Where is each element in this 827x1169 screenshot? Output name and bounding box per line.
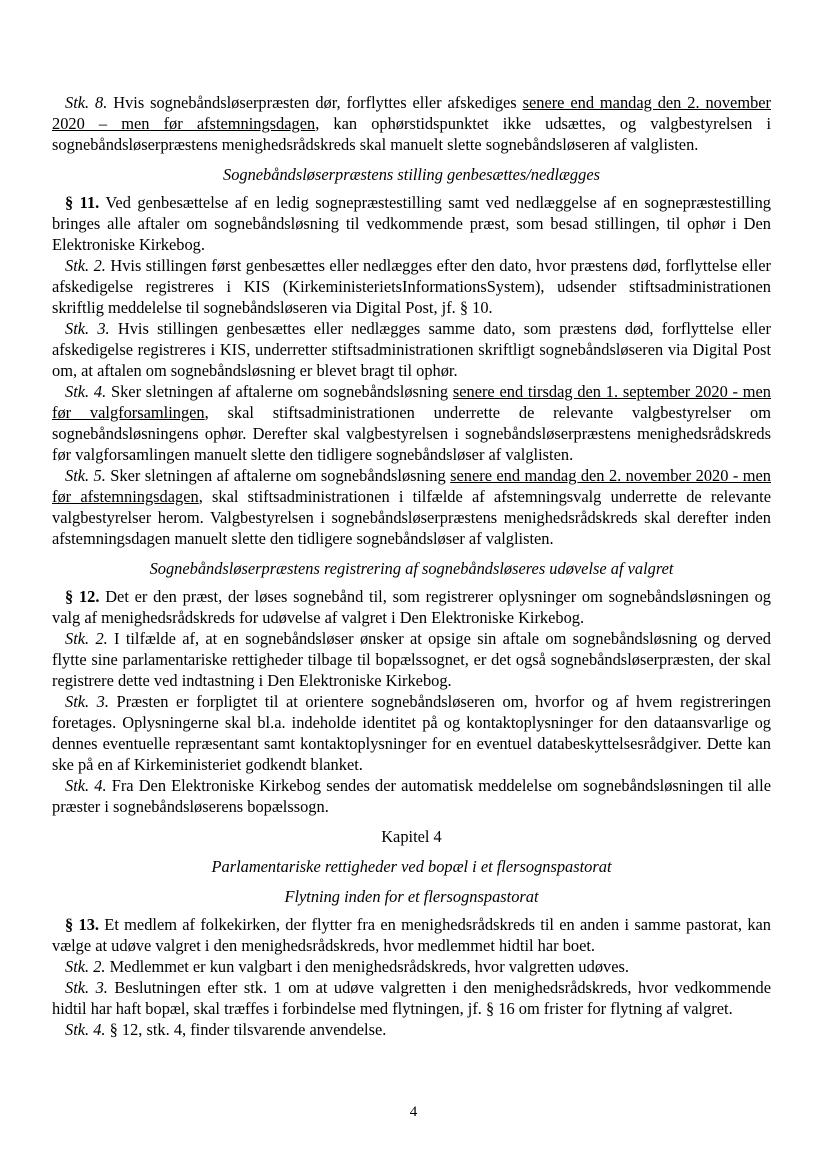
text-segment: Fra Den Elektroniske Kirkebog sendes der automatisk meddelelse om sognebåndsløsningen til alle præster i sognebåndsløserens bopælssogn.: [52, 776, 771, 816]
paragraph-stk-8: [52, 92, 771, 155]
text-segment: § 12, stk. 4, finder tilsvarende anvendelse.: [105, 1020, 387, 1039]
stk-label: Stk. 8.: [65, 93, 108, 112]
paragraph-section-12: [52, 586, 771, 628]
paragraph-s13-stk-2: [52, 956, 771, 977]
heading-registrering-udoevelse-valgret: Sognebåndsløserpræstens registrering af sognebåndsløseres udøvelse af valgret: [149, 559, 674, 578]
stk-label: Stk. 3.: [65, 692, 109, 711]
paragraph-s11-stk-4: [52, 381, 771, 465]
underlined-deadline: senere end mandag den 2. november 2020 – men før afstemningsdagen: [52, 93, 771, 133]
underlined-deadline: senere end tirsdag den 1. september 2020 - men før valgforsamlingen: [52, 382, 772, 422]
text-segment: Et medlem af folkekirken, der flytter fra en menighedsrådskreds til en anden i samme pastorat, kan vælge at udøve valgret i den menighedsrådskreds, hvor medlemmet hidtil har boet.: [52, 915, 772, 955]
text-segment: Hvis sognebåndsløserpræsten dør, forflyttes eller afskediges: [107, 93, 523, 112]
paragraph-s12-stk-2: [52, 628, 771, 691]
heading-flytning-flersognspastorat: Flytning inden for et flersognspastorat: [284, 887, 539, 906]
text-segment: Det er den præst, der løses sognebånd til, som registrerer oplysninger om sognebåndsløsningen og valg af menighedsrådskreds for udøvelse af valgret i Den Elektroniske Kirkebog.: [52, 587, 771, 627]
heading-stilling-genbesaettes: Sognebåndsløserpræstens stilling genbesættes/nedlægges: [223, 165, 600, 184]
paragraph-s13-stk-3: [52, 977, 771, 1019]
document-body: [52, 92, 771, 1040]
text-segment: Præsten er forpligtet til at orientere sognebåndsløseren om, hvorfor og af hvem registreringen foretages. Oplysningerne skal bl.a. indeholde identitet på og kontaktoplysninger for den dataansvarlige og dennes eventuelle repræsentant samt kontaktoplysninger for en eventuel databeskyttelsesrådgiver. Dette kan ske på en af Kirkeministeriet godkendt blanket.: [52, 692, 772, 774]
heading-kapitel-4: Kapitel 4: [381, 827, 442, 846]
text-segment: Sker sletningen af aftalerne om sognebåndsløsning: [105, 466, 451, 485]
paragraph-section-13: [52, 914, 771, 956]
paragraph-s12-stk-3: [52, 691, 771, 775]
paragraph-s11-stk-3: [52, 318, 771, 381]
section-label: § 11.: [65, 193, 100, 212]
stk-label: Stk. 2.: [65, 629, 108, 648]
text-segment: Ved genbesættelse af en ledig sognepræstestilling samt ved nedlæggelse af en sognepræstestilling bringes alle aftaler om sognebåndsløsning til vedkommende præst, som besad stillingen, til ophør i Den Elektroniske Kirkebog.: [52, 193, 771, 254]
stk-label: Stk. 3.: [65, 978, 108, 997]
paragraph-s12-stk-4: [52, 775, 771, 817]
text-segment: , kan ophørstidspunktet ikke udsættes, og valgbestyrelsen i sognebåndsløserpræstens menighedsrådskreds skal manuelt slette sognebåndsløseren af valglisten.: [52, 114, 772, 154]
section-label: § 13.: [65, 915, 99, 934]
text-segment: Medlemmet er kun valgbart i den menighedsrådskreds, hvor valgretten udøves.: [105, 957, 629, 976]
stk-label: Stk. 2.: [65, 957, 106, 976]
stk-label: Stk. 2.: [65, 256, 106, 275]
stk-label: Stk. 4.: [65, 776, 107, 795]
stk-label: Stk. 4.: [65, 1020, 106, 1039]
paragraph-s11-stk-5: [52, 465, 771, 549]
stk-label: Stk. 5.: [65, 466, 106, 485]
text-segment: , skal stiftsadministrationen underrette de relevante valgbestyrelser om sognebåndsløsningens ophør. Derefter skal valgbestyrelsen i sognebåndsløserpræstens menighedsrådskreds før valgforsamlingen manuelt slette den tidligere sognebåndsløser af valglisten.: [52, 403, 771, 464]
stk-label: Stk. 3.: [65, 319, 110, 338]
underlined-deadline: senere end mandag den 2. november 2020 - men før afstemningsdagen: [52, 466, 771, 506]
heading-parlamentariske-rettigheder: Parlamentariske rettigheder ved bopæl i et flersognspastorat: [211, 857, 612, 876]
section-label: § 12.: [65, 587, 100, 606]
paragraph-section-11: [52, 192, 771, 255]
text-segment: , skal stiftsadministrationen i tilfælde af afstemningsvalg underrette de relevante valgbestyrelser herom. Valgbestyrelsen i sognebåndsløserpræstens menighedsrådskreds skal derefter inden afstemningsdagen manuelt slette den tidligere sognebåndsløser af valglisten.: [52, 487, 771, 548]
text-segment: Beslutningen efter stk. 1 om at udøve valgretten i den menighedsrådskreds, hvor vedkommende hidtil har haft bopæl, skal træffes i forbindelse med flytningen, jf. § 16 om frister for flytning af valgret.: [52, 978, 771, 1018]
text-segment: Sker sletningen af aftalerne om sognebåndsløsning: [106, 382, 453, 401]
text-segment: Hvis stillingen først genbesættes eller nedlægges efter den dato, hvor præstens død, forflyttelse eller afskedigelse registreres i KIS (KirkeministerietsInformationsSystem), udsender stiftsadministrationen skriftlig meddelelse til sognebåndsløseren via Digital Post, jf. § 10.: [52, 256, 772, 317]
paragraph-s13-stk-4: [52, 1019, 771, 1040]
paragraph-s11-stk-2: [52, 255, 771, 318]
text-segment: I tilfælde af, at en sognebåndsløser ønsker at opsige sin aftale om sognebåndsløsning og derved flytte sine parlamentariske rettigheder tilbage til bopælssognet, er det også sognebåndsløserpræsten, der skal registrere dette ved indtastning i Den Elektroniske Kirkebog.: [52, 629, 771, 690]
text-segment: Hvis stillingen genbesættes eller nedlægges samme dato, som præstens død, forflyttelse eller afskedigelse registreres i KIS, underretter stiftsadministrationen skriftligt sognebåndsløseren via Digital Post om, at aftalen om sognebåndsløsning er blevet bragt til ophør.: [52, 319, 772, 380]
stk-label: Stk. 4.: [65, 382, 107, 401]
page-number: 4: [409, 1104, 418, 1120]
